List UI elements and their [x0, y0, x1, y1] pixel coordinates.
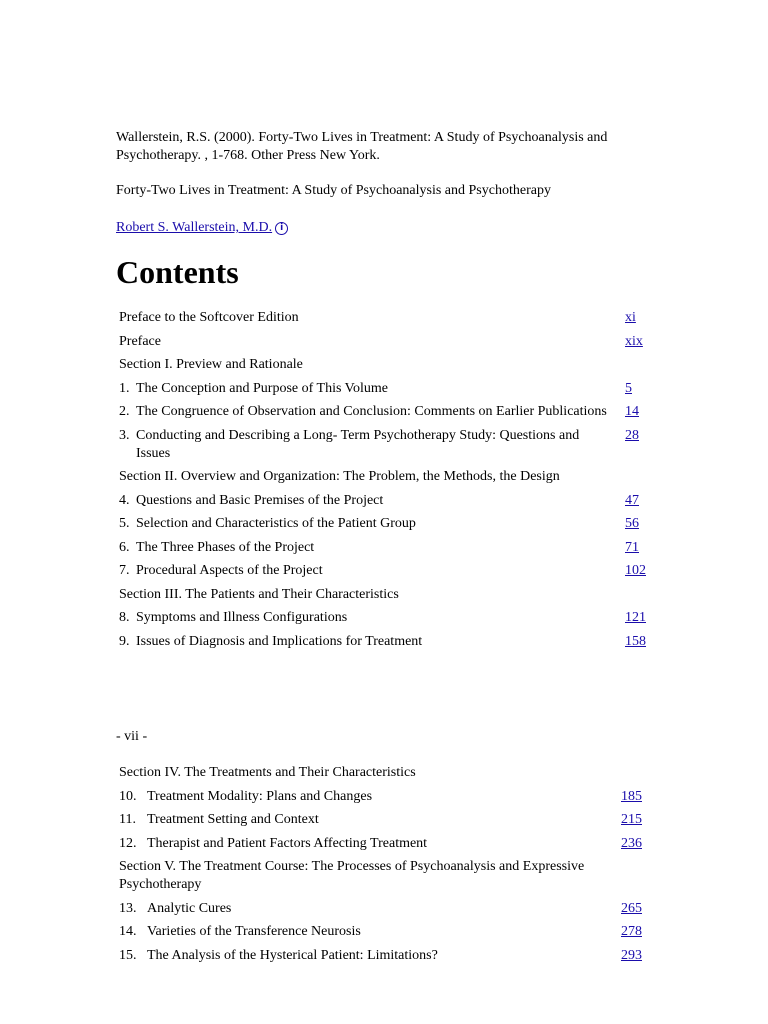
- chapter-number: 1.: [119, 380, 130, 396]
- chapter-title: Analytic Cures: [147, 900, 232, 916]
- section-title: Section IV. The Treatments and Their Characteristics: [119, 765, 416, 780]
- toc-section-row: [119, 356, 651, 374]
- toc-part-1: [119, 309, 651, 656]
- chapter-number: 14.: [119, 924, 137, 939]
- chapter-number: 9.: [119, 633, 130, 649]
- chapter-title: Selection and Characteristics of the Patient Group: [136, 516, 416, 531]
- chapter-title: Questions and Basic Premises of the Project: [136, 492, 384, 508]
- page-link[interactable]: 158: [625, 633, 646, 649]
- chapter-number: 11.: [119, 812, 136, 827]
- toc-chapter-row: [119, 835, 651, 853]
- chapter-number: 10.: [119, 788, 137, 804]
- toc-section-row: [119, 309, 651, 327]
- citation: Wallerstein, R.S. (2000). Forty-Two Lives in Treatment: A Study of Psychoanalysis and Psychotherapy. , 1-768. Other Press New York.: [116, 130, 608, 163]
- toc-chapter-row: [119, 562, 651, 580]
- page-link[interactable]: 71: [625, 539, 639, 555]
- chapter-title: The Congruence of Observation and Conclusion: Comments on Earlier Publications: [136, 404, 607, 419]
- chapter-number: 4.: [119, 492, 130, 508]
- chapter-number: 13.: [119, 900, 137, 916]
- page-link[interactable]: 47: [625, 492, 639, 508]
- toc-chapter-row: [119, 923, 651, 941]
- section-title: Section I. Preview and Rationale: [119, 357, 303, 372]
- section-title: Section II. Overview and Organization: The Problem, the Methods, the Design: [119, 469, 560, 484]
- page-link[interactable]: 278: [621, 924, 642, 939]
- section-title: Section V. The Treatment Course: The Processes of Psychoanalysis and Expressive Psychotherapy: [119, 859, 585, 892]
- author-link[interactable]: Robert S. Wallerstein, M.D.: [116, 220, 273, 235]
- toc-section-row: [119, 468, 651, 486]
- author-line: [116, 219, 288, 237]
- page-link[interactable]: 293: [621, 947, 642, 963]
- chapter-number: 6.: [119, 539, 130, 555]
- toc-chapter-row: [119, 811, 651, 829]
- page-link[interactable]: 185: [621, 788, 642, 804]
- toc-chapter-row: [119, 900, 651, 918]
- page-link[interactable]: 265: [621, 900, 642, 916]
- chapter-title: Varieties of the Transference Neurosis: [147, 924, 361, 939]
- toc-chapter-row: [119, 403, 651, 421]
- page-link[interactable]: 236: [621, 835, 642, 851]
- chapter-number: 2.: [119, 404, 130, 419]
- chapter-number: 3.: [119, 427, 130, 443]
- page-link[interactable]: 14: [625, 404, 639, 419]
- chapter-title: Therapist and Patient Factors Affecting Treatment: [147, 835, 428, 851]
- section-title: Preface: [119, 333, 161, 349]
- contents-heading: Contents: [116, 254, 239, 290]
- toc-chapter-row: [119, 427, 651, 463]
- chapter-title: Issues of Diagnosis and Implications for Treatment: [136, 633, 423, 649]
- chapter-title: Treatment Setting and Context: [147, 812, 319, 827]
- toc-chapter-row: [119, 539, 651, 557]
- toc-section-row: [119, 764, 651, 782]
- page-link[interactable]: xi: [625, 310, 636, 325]
- toc-chapter-row: [119, 515, 651, 533]
- page-link[interactable]: xix: [625, 333, 643, 349]
- page-link[interactable]: 215: [621, 812, 642, 827]
- chapter-number: 15.: [119, 947, 137, 963]
- chapter-title: Procedural Aspects of the Project: [136, 563, 323, 578]
- toc-chapter-row: [119, 947, 651, 965]
- toc-part-2: [119, 764, 651, 970]
- chapter-title: The Analysis of the Hysterical Patient: Limitations?: [147, 947, 438, 963]
- section-title: Section III. The Patients and Their Characteristics: [119, 586, 399, 602]
- section-title: Preface to the Softcover Edition: [119, 310, 299, 325]
- toc-chapter-row: [119, 609, 651, 627]
- chapter-title: The Conception and Purpose of This Volume: [136, 380, 388, 396]
- chapter-number: 5.: [119, 516, 130, 531]
- chapter-title: Conducting and Describing a Long- Term Psychotherapy Study: Questions and Issues: [136, 427, 580, 461]
- toc-section-row: [119, 333, 651, 351]
- page-marker: - vii -: [116, 729, 148, 744]
- page-link[interactable]: 5: [625, 380, 632, 396]
- chapter-title: Treatment Modality: Plans and Changes: [147, 788, 373, 804]
- chapter-number: 8.: [119, 610, 130, 625]
- chapter-number: 7.: [119, 563, 130, 578]
- info-icon[interactable]: i: [275, 222, 288, 235]
- toc-chapter-row: [119, 788, 651, 806]
- book-title: Forty-Two Lives in Treatment: A Study of Psychoanalysis and Psychotherapy: [116, 183, 551, 198]
- toc-chapter-row: [119, 492, 651, 510]
- page-link[interactable]: 102: [625, 563, 646, 578]
- toc-section-row: [119, 858, 651, 894]
- page-link[interactable]: 56: [625, 516, 639, 531]
- toc-section-row: [119, 586, 651, 604]
- chapter-title: The Three Phases of the Project: [136, 539, 315, 555]
- chapter-title: Symptoms and Illness Configurations: [136, 610, 348, 625]
- toc-chapter-row: [119, 380, 651, 398]
- page-link[interactable]: 121: [625, 610, 646, 625]
- page-link[interactable]: 28: [625, 427, 639, 443]
- toc-chapter-row: [119, 633, 651, 651]
- chapter-number: 12.: [119, 835, 137, 851]
